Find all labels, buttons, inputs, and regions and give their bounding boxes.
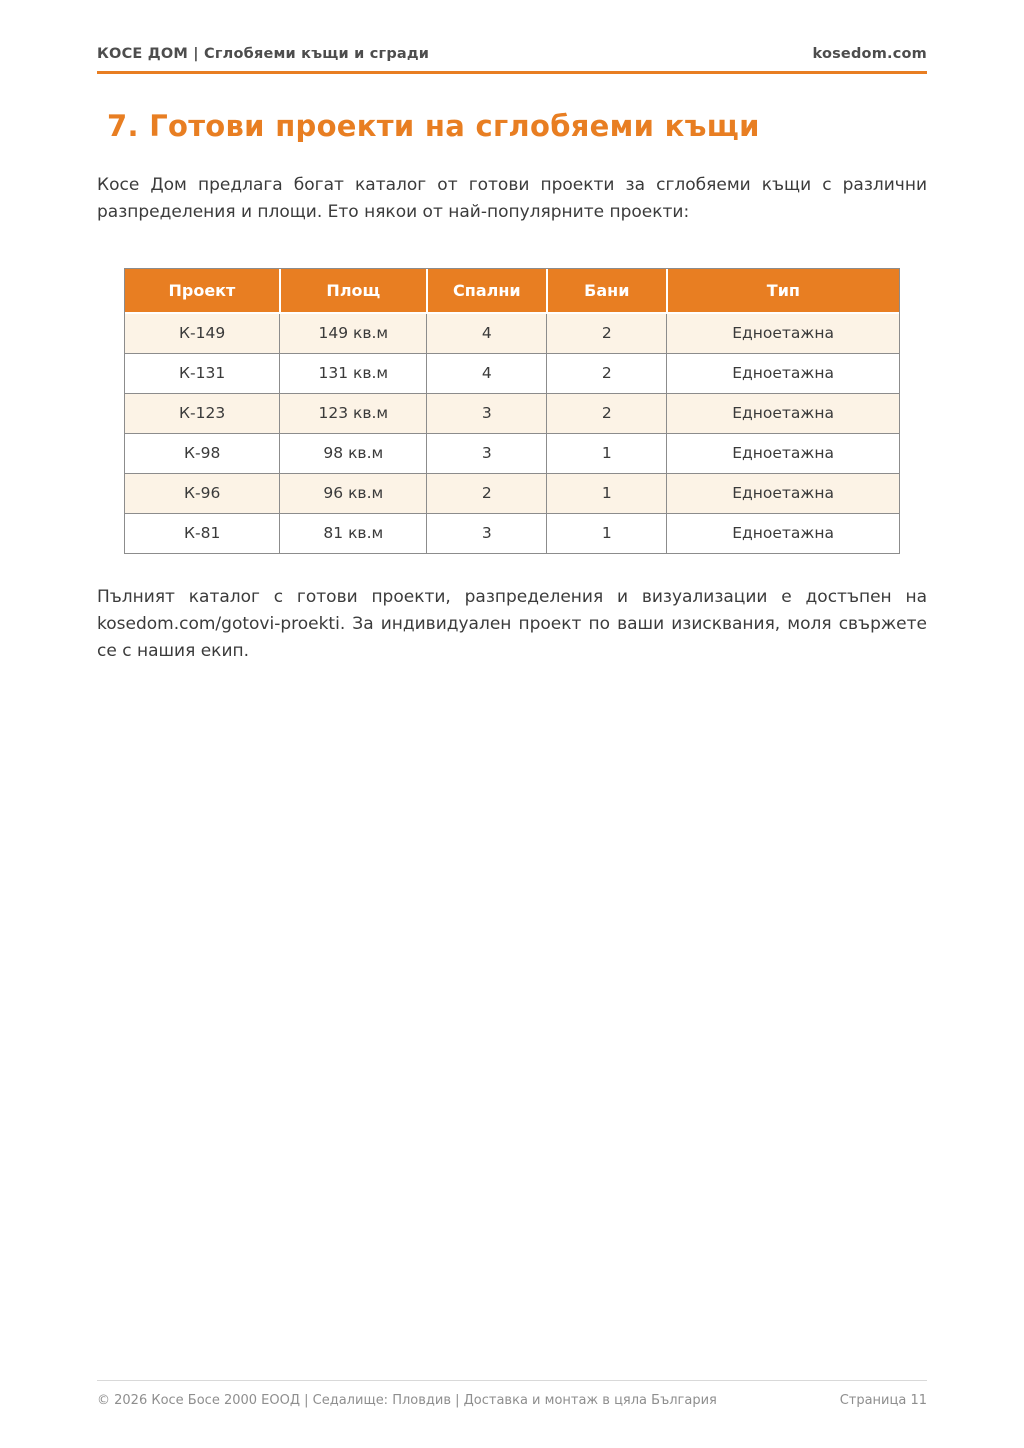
- cell-bedrooms: 3: [427, 393, 547, 433]
- column-header-area: Площ: [280, 269, 427, 313]
- cell-project: К-131: [125, 353, 280, 393]
- page-title: 7. Готови проекти на сглобяеми къщи: [107, 109, 760, 143]
- table-row: [125, 313, 899, 353]
- cell-bathrooms: 2: [547, 313, 667, 353]
- table-row: [125, 513, 899, 553]
- column-header-type: Тип: [667, 269, 899, 313]
- intro-paragraph: Косе Дом предлага богат каталог от готови проекти за сглобяеми къщи с различни разпределения и площи. Ето някои от най-популярните проекти:: [97, 175, 927, 222]
- cell-area: 96 кв.м: [280, 473, 427, 513]
- cell-area: 81 кв.м: [280, 513, 427, 553]
- table-header-row: [125, 269, 899, 313]
- outro-paragraph: Пълният каталог с готови проекти, разпределения и визуализации е достъпен на kosedom.com/gotovi-proekti. За индивидуален проект по ваши изисквания, моля свържете се с нашия екип.: [97, 587, 927, 661]
- column-header-bedrooms: Спални: [427, 269, 547, 313]
- cell-type: Едноетажна: [667, 393, 899, 433]
- cell-bedrooms: 4: [427, 313, 547, 353]
- document-header: [97, 46, 927, 74]
- cell-area: 131 кв.м: [280, 353, 427, 393]
- cell-bedrooms: 3: [427, 433, 547, 473]
- cell-project: К-123: [125, 393, 280, 433]
- header-site-url: kosedom.com: [812, 46, 927, 62]
- projects-table: [125, 269, 899, 553]
- cell-type: Едноетажна: [667, 513, 899, 553]
- cell-project: К-149: [125, 313, 280, 353]
- cell-bathrooms: 1: [547, 513, 667, 553]
- cell-bedrooms: 2: [427, 473, 547, 513]
- table-row: [125, 353, 899, 393]
- cell-type: Едноетажна: [667, 353, 899, 393]
- header-brand: КОСЕ ДОМ | Сглобяеми къщи и сгради: [97, 46, 430, 62]
- table-row: [125, 473, 899, 513]
- cell-bathrooms: 2: [547, 393, 667, 433]
- cell-area: 123 кв.м: [280, 393, 427, 433]
- footer-page-number: Страница 11: [839, 1393, 927, 1408]
- cell-bathrooms: 2: [547, 353, 667, 393]
- table-row: [125, 393, 899, 433]
- cell-bathrooms: 1: [547, 433, 667, 473]
- cell-project: К-81: [125, 513, 280, 553]
- column-header-project: Проект: [125, 269, 280, 313]
- cell-bedrooms: 4: [427, 353, 547, 393]
- cell-area: 149 кв.м: [280, 313, 427, 353]
- footer-copyright: © 2026 Косе Босе 2000 ЕООД | Седалище: Пловдив | Доставка и монтаж в цяла България: [97, 1393, 717, 1408]
- cell-bathrooms: 1: [547, 473, 667, 513]
- cell-area: 98 кв.м: [280, 433, 427, 473]
- column-header-bathrooms: Бани: [547, 269, 667, 313]
- cell-type: Едноетажна: [667, 433, 899, 473]
- projects-table-container: [124, 268, 900, 554]
- document-footer: [97, 1380, 927, 1408]
- cell-project: К-96: [125, 473, 280, 513]
- cell-type: Едноетажна: [667, 313, 899, 353]
- table-row: [125, 433, 899, 473]
- cell-project: К-98: [125, 433, 280, 473]
- cell-type: Едноетажна: [667, 473, 899, 513]
- cell-bedrooms: 3: [427, 513, 547, 553]
